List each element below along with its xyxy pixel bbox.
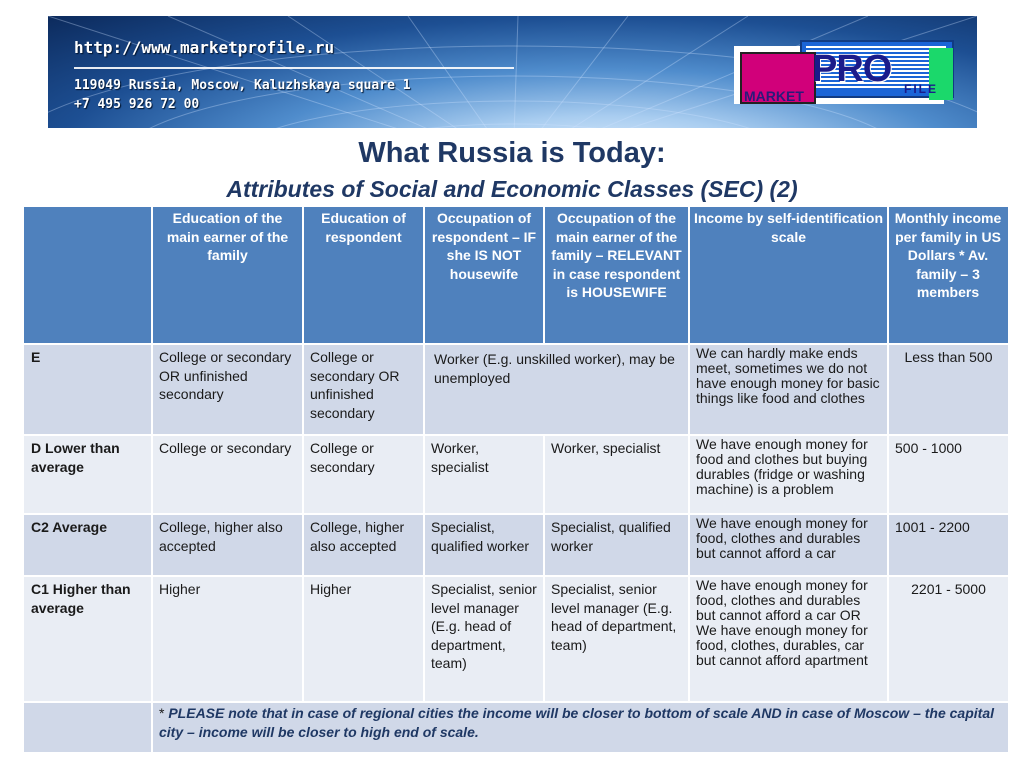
grid-line	[423, 207, 425, 702]
row-c1-occ-main: Specialist, senior level manager (E.g. head of department, team)	[544, 576, 689, 702]
footnote	[152, 702, 1008, 752]
company-address: 119049 Russia, Moscow, Kaluzhskaya square 1	[74, 78, 411, 93]
grid-line	[887, 207, 889, 702]
row-c2-edu-resp: College, higher also accepted	[303, 514, 424, 576]
header-banner	[48, 16, 977, 128]
row-c1-income-scale	[689, 576, 888, 702]
header-occupation-respondent: Occupation of respondent – IF she IS NOT housewife	[424, 207, 544, 344]
row-d-occ-resp: Worker, specialist	[424, 435, 544, 514]
header-income-scale: Income by self-identification scale	[689, 207, 888, 344]
row-d-class: D Lower than average	[24, 435, 152, 514]
note-row-empty-cell	[24, 702, 152, 752]
page-title: What Russia is Today:	[358, 137, 666, 169]
row-c1-class: C1 Higher than average	[24, 576, 152, 702]
header-edu-respondent: Education of respondent	[303, 207, 424, 344]
row-c2-occ-main: Specialist, qualified worker	[544, 514, 689, 576]
grid-line	[543, 207, 545, 344]
row-c2-income-scale: We have enough money for food, clothes and durables but cannot afford a car	[689, 514, 888, 576]
grid-line	[24, 434, 1008, 436]
row-c1-monthly: 2201 - 5000	[888, 576, 1008, 702]
row-c1-income-scale-b: We have enough money for food, clothes, durables, car but cannot afford apartment	[696, 622, 868, 668]
row-c1-income-scale-a: We have enough money for food, clothes and durables but cannot afford a car OR	[696, 577, 868, 623]
row-d-edu-resp: College or secondary	[303, 435, 424, 514]
row-c2-occ-resp: Specialist, qualified worker	[424, 514, 544, 576]
grid-line	[24, 575, 1008, 577]
header-cell-empty	[24, 207, 152, 344]
row-c1-occ-resp: Specialist, senior level manager (E.g. head of department, team)	[424, 576, 544, 702]
marketprofile-logo	[734, 38, 955, 106]
company-phone: +7 495 926 72 00	[74, 97, 200, 112]
row-d-occ-main: Worker, specialist	[544, 435, 689, 514]
row-d-edu-main: College or secondary	[152, 435, 303, 514]
logo-market-text: MARKET	[744, 88, 804, 104]
header-occupation-main-earner: Occupation of the main earner of the family – RELEVANT in case respondent is HOUSEWIFE	[544, 207, 689, 344]
row-e-class: E	[24, 344, 152, 435]
grid-line	[24, 701, 1008, 703]
row-e-edu-resp: College or secondary OR unfinished secondary	[303, 344, 424, 435]
grid-line	[24, 343, 1008, 345]
grid-line	[24, 513, 1008, 515]
grid-line	[302, 207, 304, 702]
logo-pro-text: PRO	[812, 48, 892, 90]
website-url[interactable]: http://www.marketprofile.ru	[74, 38, 335, 57]
row-e-occupation: Worker (E.g. unskilled worker), may be unemployed	[424, 344, 689, 435]
grid-line	[543, 435, 545, 702]
row-c1-edu-main: Higher	[152, 576, 303, 702]
header-edu-main-earner: Education of the main earner of the family	[152, 207, 303, 344]
row-d-monthly: 500 - 1000	[888, 435, 1008, 514]
row-e-edu-main: College or secondary OR unfinished secondary	[152, 344, 303, 435]
row-c1-edu-resp: Higher	[303, 576, 424, 702]
footnote-text: PLEASE note that in case of regional cities the income will be closer to bottom of scale AND in case of Moscow – the capital city – income will be closer to high end of scale.	[159, 705, 995, 740]
row-e-monthly: Less than 500	[888, 344, 1008, 435]
row-d-income-scale: We have enough money for food and clothes but buying durables (fridge or washing machine) is a problem	[689, 435, 888, 514]
grid-line	[688, 207, 690, 702]
grid-line	[151, 207, 153, 752]
footnote-asterisk: *	[159, 705, 165, 721]
banner-divider	[74, 67, 514, 69]
page-subtitle: Attributes of Social and Economic Classes (SEC) (2)	[226, 176, 798, 202]
row-c2-class: C2 Average	[24, 514, 152, 576]
row-c2-edu-main: College, higher also accepted	[152, 514, 303, 576]
header-monthly-income: Monthly income per family in US Dollars * Av. family – 3 members	[888, 207, 1008, 344]
logo-file-text: FILE	[904, 82, 938, 96]
sec-table	[24, 207, 1008, 752]
row-e-income-scale: We can hardly make ends meet, sometimes we do not have enough money for basic things like food and clothes	[689, 344, 888, 435]
row-c2-monthly: 1001 - 2200	[888, 514, 1008, 576]
